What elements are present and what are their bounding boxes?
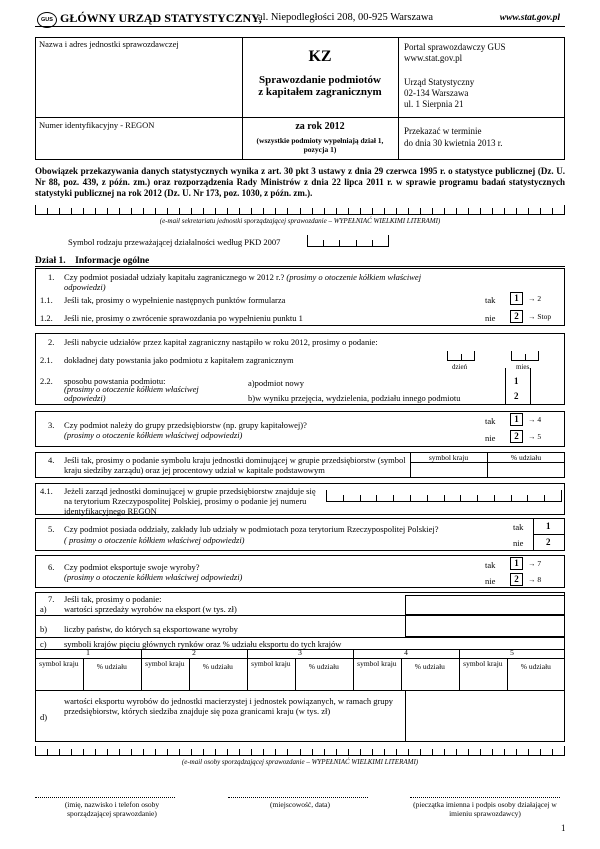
- email-secretariat-field[interactable]: [35, 205, 565, 215]
- q3-no-option[interactable]: 2: [510, 430, 523, 443]
- q2-num: 2.: [48, 337, 55, 347]
- q6-yes-option[interactable]: 1: [510, 557, 523, 570]
- q5-num: 5.: [48, 524, 55, 534]
- q7c-column-number: 2: [192, 648, 196, 657]
- q2-2-hint: (prosimy o otoczenie kółkiem właściwej odpowiedzi): [64, 384, 199, 403]
- q3-yes-option[interactable]: 1: [510, 413, 523, 426]
- q2-1-num: 2.1.: [40, 355, 53, 365]
- q2-option-a-code[interactable]: 1: [514, 376, 519, 386]
- q1-1-num: 1.1.: [40, 295, 53, 305]
- q41-text: Jeżeli zarząd jednostki dominującej w grupie przedsiębiorstw znajduje się na terytorium Rzeczypospolitej Polskiej, prosimy o podanie jej numeru identyfikacyjnego REGON: [64, 486, 316, 516]
- q1-no-label: nie: [485, 313, 496, 323]
- q1-2-num: 1.2.: [40, 313, 53, 323]
- signature-place-date[interactable]: (miejscowość, data): [270, 800, 330, 809]
- q7-num: 7.: [48, 594, 55, 604]
- q2-day-label: dzień: [452, 363, 468, 371]
- portal-line1: Portal sprawozdawczy GUS: [404, 42, 506, 52]
- q2-month-field[interactable]: [511, 351, 539, 361]
- q7c-column-number: 5: [510, 648, 514, 657]
- office-line2: 02-134 Warszawa: [404, 88, 469, 98]
- q4-share-header: % udziału: [510, 453, 542, 462]
- q2-2-num: 2.2.: [40, 376, 53, 386]
- agency-name: GŁÓWNY URZĄD STATYSTYCZNY,: [60, 11, 262, 25]
- q2-text: Jeśli nabycie udziałów przez kapitał zagraniczny nastąpiło w roku 2012, prosimy o podanie:: [64, 337, 378, 347]
- q7c-column-number: 1: [86, 648, 90, 657]
- section-title: Dział 1. Informacje ogólne: [35, 256, 150, 266]
- q7d-label: d): [40, 712, 48, 722]
- regon-label: Numer identyfikacyjny - REGON: [39, 120, 155, 130]
- email-preparer-note: (e-mail osoby sporządzającej sprawozdanie – WYPEŁNIAĆ WIELKIMI LITERAMI): [181, 758, 419, 766]
- email-secretariat-note: (e-mail sekretariatu jednostki sporządzającej sprawozdanie – WYPEŁNIAĆ WIELKIMI LITERAMI): [159, 217, 441, 225]
- q7a-label: a): [40, 604, 47, 614]
- q7c-share-header: % udziału: [520, 662, 551, 671]
- q1-num: 1.: [48, 272, 55, 282]
- form-year: za rok 2012: [295, 121, 345, 132]
- q7c-country-header: symbol kraju: [39, 659, 79, 668]
- q7c-country-header: symbol kraju: [251, 659, 291, 668]
- q41-regon-field[interactable]: [326, 490, 562, 502]
- q6-no-arrow: → 8: [528, 575, 542, 584]
- q3-hint: (prosimy o otoczenie kółkiem właściwej odpowiedzi): [64, 430, 243, 440]
- agency-address: al. Niepodległości 208, 00-925 Warszawa: [258, 12, 434, 23]
- q2-1-text: dokładnej daty powstania jako podmiotu z kapitałem zagranicznym: [64, 355, 294, 365]
- deadline-line1: Przekazać w terminie: [404, 126, 482, 136]
- q4-num: 4.: [48, 455, 55, 465]
- q4-share-input[interactable]: [488, 463, 564, 477]
- form-title: Sprawozdanie podmiotów z kapitałem zagranicznym: [258, 74, 382, 98]
- signature-preparer[interactable]: (imię, nazwisko i telefon osoby sporządzającej sprawozdanie): [64, 800, 160, 818]
- q2-option-b-code[interactable]: 2: [514, 391, 519, 401]
- q6-no-label: nie: [485, 576, 496, 586]
- q5-no-option[interactable]: 2: [546, 537, 551, 547]
- pkd-label: Symbol rodzaju przeważającej działalności według PKD 2007: [68, 237, 281, 247]
- q3-yes-arrow: → 4: [528, 415, 542, 424]
- q5-yes-option[interactable]: 1: [546, 521, 551, 531]
- form-note: (wszystkie podmioty wypełniają dział 1, pozycja 1): [256, 136, 384, 154]
- email-preparer-field[interactable]: [35, 746, 565, 756]
- q2-2-text: sposobu powstania podmiotu:: [64, 376, 166, 386]
- q2-day-field[interactable]: [447, 351, 475, 361]
- q7c-country-header: symbol kraju: [357, 659, 397, 668]
- q7b-text: liczby państw, do których są eksportowane wyroby: [64, 624, 238, 634]
- q6-num: 6.: [48, 562, 55, 572]
- q7b-value-field[interactable]: [405, 615, 565, 637]
- q5-hint: ( prosimy o otoczenie kółkiem właściwej odpowiedzi): [64, 535, 245, 545]
- name-field[interactable]: [36, 50, 241, 116]
- q1-text: Czy podmiot posiadał udziały kapitału zagranicznego w 2012 r.? (prosimy o otoczenie kółkiem właściwej odpowiedzi): [64, 272, 422, 292]
- q2-month-label: mies.: [516, 363, 531, 371]
- q6-yes-label: tak: [485, 560, 496, 570]
- q1-yes-label: tak: [485, 295, 496, 305]
- q7c-label: c): [40, 639, 47, 649]
- q7c-share-header: % udziału: [414, 662, 445, 671]
- q2-option-b: b)w wyniku przejęcia, wydzielenia, podziału innego podmiotu: [248, 393, 461, 403]
- office-line3: ul. 1 Sierpnia 21: [404, 99, 464, 109]
- q1-2-text: Jeśli nie, prosimy o zwrócenie sprawozdania po wypełnieniu punktu 1: [64, 313, 303, 323]
- q7c-country-header: symbol kraju: [145, 659, 185, 668]
- q5-no-label: nie: [513, 538, 524, 548]
- deadline-line2: do dnia 30 kwietnia 2013 r.: [404, 138, 503, 148]
- q1-yes-arrow: → 2: [528, 294, 542, 303]
- q7c-share-header: % udziału: [96, 662, 127, 671]
- q3-num: 3.: [48, 420, 55, 430]
- pkd-field[interactable]: [307, 235, 389, 247]
- signature-stamp[interactable]: (pieczątka imienna i podpis osoby działającej w imieniu sprawozdawcy): [413, 800, 557, 818]
- office-line1: Urząd Statystyczny: [404, 77, 475, 87]
- q3-yes-label: tak: [485, 416, 496, 426]
- q5-text: Czy podmiot posiada oddziały, zakłady lub udziały w podmiotach poza terytorium Rzeczypospolitej Polskiej?: [64, 524, 439, 534]
- q1-1-text: Jeśli tak, prosimy o wypełnienie następnych punktów formularza: [64, 295, 286, 305]
- q7c-text: symboli krajów pięciu głównych rynków oraz % udziału eksportu do tych krajów: [64, 639, 342, 649]
- q7c-column-number: 4: [404, 648, 408, 657]
- q7c-column-number: 3: [298, 648, 302, 657]
- q7a-value-field[interactable]: [405, 595, 565, 615]
- regon-field[interactable]: [36, 131, 241, 159]
- q2-option-a: a)podmiot nowy: [248, 378, 304, 388]
- q7c-share-header: % udziału: [202, 662, 233, 671]
- page-number: 1: [561, 823, 566, 833]
- q7b-label: b): [40, 624, 48, 634]
- name-label: Nazwa i adres jednostki sprawozdawczej: [39, 39, 179, 49]
- form-code: KZ: [308, 48, 332, 65]
- q4-text: Jeśli tak, prosimy o podanie symbolu kraju jednostki dominującej w grupie przedsiębiorstw (symbol kraju siedziby zarządu) oraz jej procentowy udział w kapitale podstawowym: [64, 455, 406, 475]
- header-rule: [35, 26, 565, 27]
- q3-no-label: nie: [485, 433, 496, 443]
- q7-text: Jeśli tak, prosimy o podanie:: [64, 594, 162, 604]
- agency-website: www.stat.gov.pl: [499, 13, 560, 23]
- q4-country-header: symbol kraju: [428, 453, 469, 462]
- q1-yes-option[interactable]: 1: [510, 292, 523, 305]
- q3-no-arrow: → 5: [528, 432, 542, 441]
- q6-text: Czy podmiot eksportuje swoje wyroby?: [64, 562, 200, 572]
- q1-no-arrow: → Stop: [528, 312, 552, 321]
- q4-country-input[interactable]: [411, 463, 486, 477]
- q6-yes-arrow: → 7: [528, 559, 542, 568]
- q1-no-option[interactable]: 2: [510, 310, 523, 323]
- q7d-value-field[interactable]: [405, 690, 565, 742]
- q7d-text: wartości eksportu wyrobów do jednostki macierzystej i jednostek powiązanych, w ramach grupy przedsiębiorstw, których siedziba znajduje się poza granicami kraju (w tys. zł): [64, 696, 394, 716]
- gus-logo: GUS: [37, 12, 57, 28]
- q6-no-option[interactable]: 2: [510, 573, 523, 586]
- q5-yes-label: tak: [513, 522, 524, 532]
- q7c-share-header: % udziału: [308, 662, 339, 671]
- q7c-country-header: symbol kraju: [463, 659, 503, 668]
- q3-text: Czy podmiot należy do grupy przedsiębiorstw (np. grupy kapitałowej)?: [64, 420, 307, 430]
- legal-text: Obowiązek przekazywania danych statystycznych wynika z art. 30 pkt 3 ustawy z dnia 29 czerwca 1995 r. o statystyce publicznej (Dz. U. Nr 88, poz. 439, z późn. zm.) oraz rozporządzenia Rady Ministrów z dnia 22 lipca 2011 r. w sprawie programu badań statystycznych statystyki publicznej na rok 2012 (Dz. U. Nr 173, poz. 1030, z późn. zm.).: [35, 166, 565, 198]
- q6-hint: (prosimy o otoczenie kółkiem właściwej odpowiedzi): [64, 572, 243, 582]
- portal-line2: www.stat.gov.pl: [404, 53, 463, 63]
- q41-num: 4.1.: [40, 486, 53, 496]
- q7a-text: wartości sprzedaży wyrobów na eksport (w tys. zł): [64, 604, 237, 614]
